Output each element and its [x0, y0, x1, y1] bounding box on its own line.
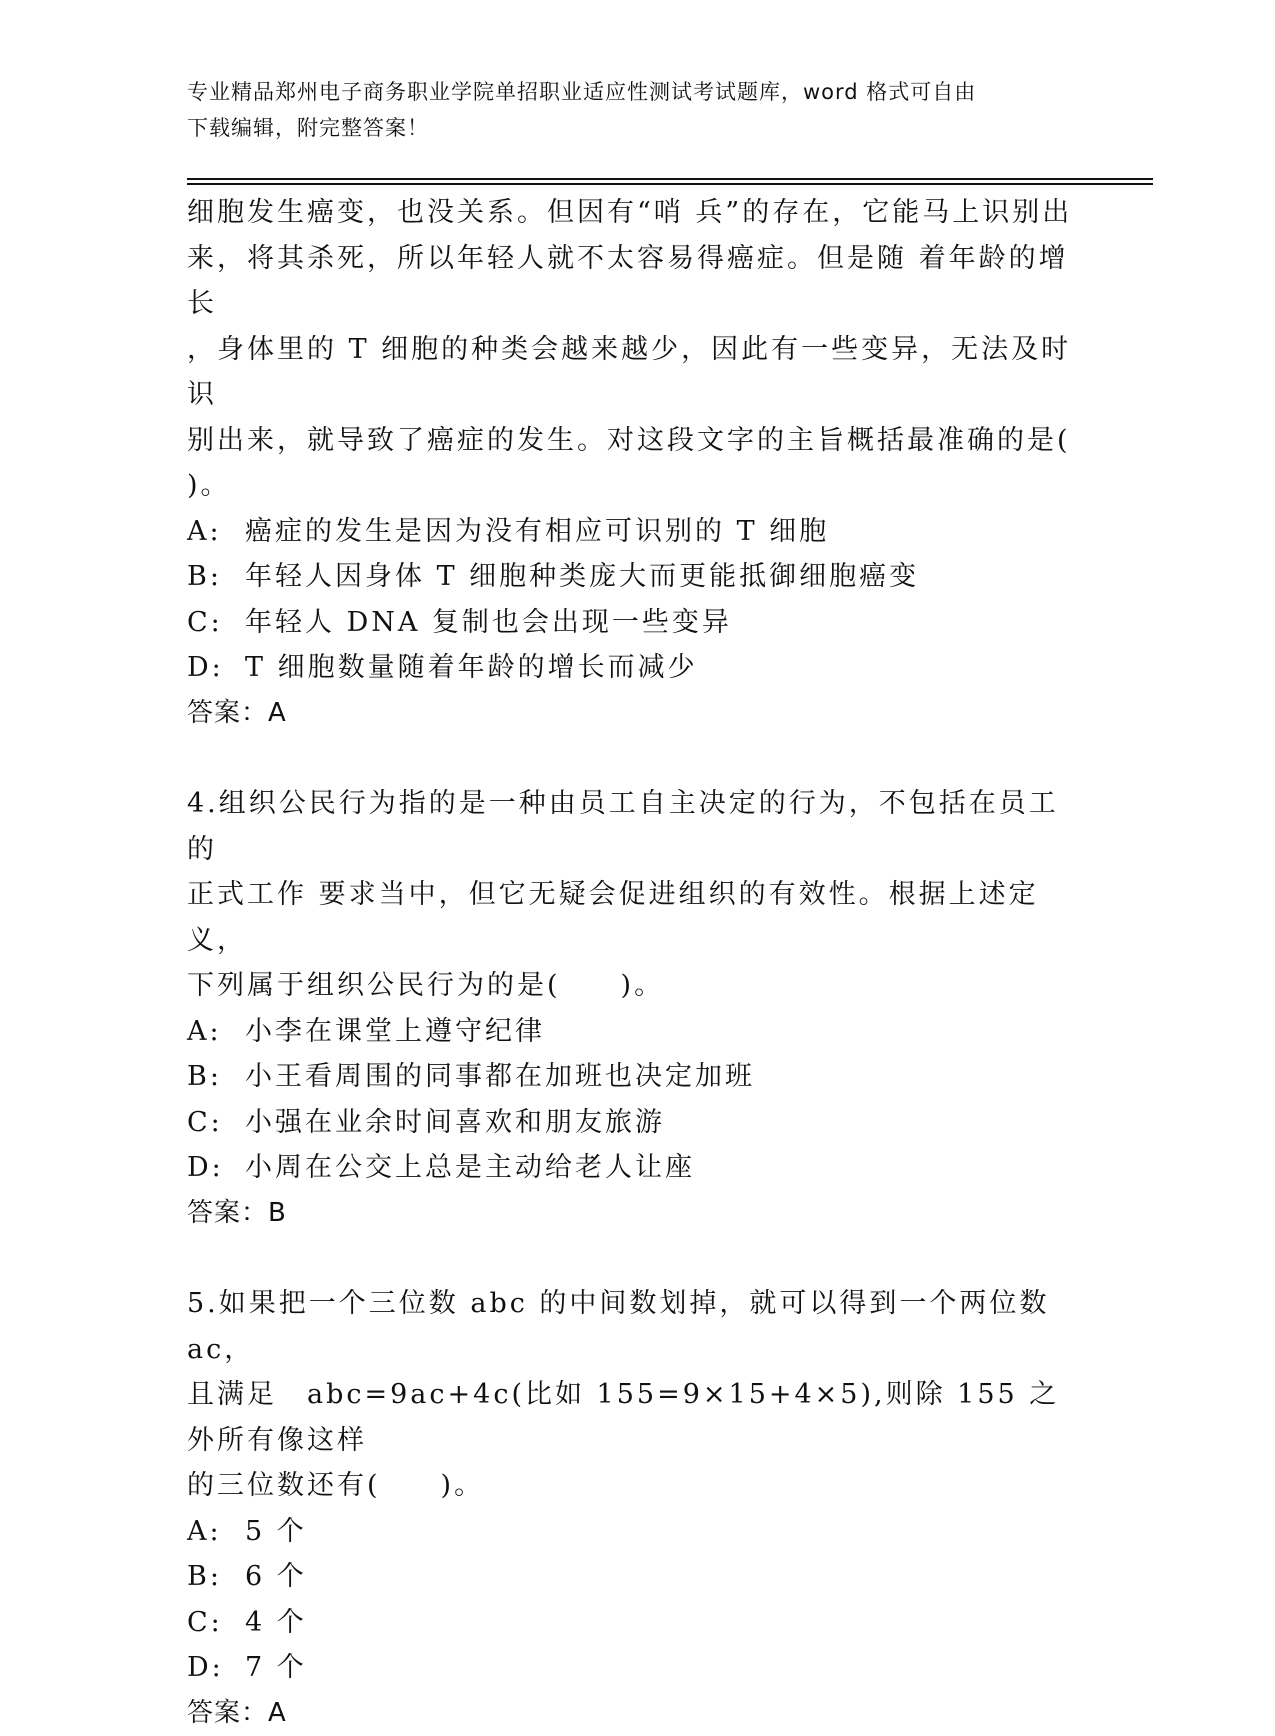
option-key: B: [187, 1554, 245, 1600]
option-c [187, 1100, 1087, 1146]
option-b [187, 1054, 1087, 1100]
option-text: 小强在业余时间喜欢和朋友旅游 [245, 1107, 665, 1138]
header-line-1: 专业精品郑州电子商务职业学院单招职业适应性测试考试题库，word 格式可自由 [187, 74, 1067, 110]
question-stem-line: 5.如果把一个三位数 abc 的中间数划掉，就可以得到一个两位数 ac， [187, 1281, 1087, 1372]
option-key: C: [187, 1100, 245, 1146]
option-key: A: [187, 509, 245, 555]
answer-line: 答案：B [187, 1191, 1087, 1237]
question-4 [187, 781, 1087, 1236]
question-stem-line: 的三位数还有( )。 [187, 1463, 1087, 1509]
option-text: 年轻人 DNA 复制也会出现一些变异 [245, 607, 732, 638]
spacer [187, 736, 1087, 781]
option-key: B: [187, 554, 245, 600]
option-text: 6 个 [245, 1561, 307, 1592]
option-key: D: [187, 1645, 245, 1691]
header-line-2: 下载编辑，附完整答案！ [187, 110, 1067, 146]
option-d [187, 645, 1087, 691]
option-text: 癌症的发生是因为没有相应可识别的 T 细胞 [245, 516, 829, 547]
option-c [187, 600, 1087, 646]
option-a [187, 1009, 1087, 1055]
question-stem-line: 且满足 abc=9ac+4c(比如 155=9×15+4×5),则除 155 之外所有像这样 [187, 1372, 1087, 1463]
option-c [187, 1600, 1087, 1646]
question-5 [187, 1281, 1087, 1736]
option-key: A: [187, 1509, 245, 1555]
question-stem-line: 下列属于组织公民行为的是( )。 [187, 963, 1087, 1009]
option-text: 小周在公交上总是主动给老人让座 [245, 1152, 695, 1183]
question-stem-line: 来，将其杀死，所以年轻人就不太容易得癌症。但是随 着年龄的增长 [187, 236, 1087, 327]
question-stem-line: 正式工作 要求当中，但它无疑会促进组织的有效性。根据上述定义， [187, 872, 1087, 963]
option-key: D: [187, 1145, 245, 1191]
option-text: 小李在课堂上遵守纪律 [245, 1016, 545, 1047]
option-b [187, 1554, 1087, 1600]
option-key: C: [187, 1600, 245, 1646]
option-text: 5 个 [245, 1516, 307, 1547]
question-stem-line: )。 [187, 463, 1087, 509]
document-body [187, 190, 1087, 1736]
question-stem-line: 别出来，就导致了癌症的发生。对这段文字的主旨概括最准确的是( [187, 418, 1087, 464]
option-text: 7 个 [245, 1652, 307, 1683]
question-stem-line: ，身体里的 T 细胞的种类会越来越少，因此有一些变异，无法及时识 [187, 327, 1087, 418]
option-d [187, 1145, 1087, 1191]
spacer [187, 1236, 1087, 1281]
option-text: T 细胞数量随着年龄的增长而减少 [245, 652, 698, 683]
header-rule-top [187, 178, 1153, 180]
answer-line: 答案：A [187, 1691, 1087, 1736]
question-3 [187, 190, 1087, 736]
answer-line: 答案：A [187, 691, 1087, 737]
option-key: B: [187, 1054, 245, 1100]
option-text: 年轻人因身体 T 细胞种类庞大而更能抵御细胞癌变 [245, 561, 919, 592]
header-rule-bottom [187, 183, 1153, 185]
option-key: D: [187, 645, 245, 691]
option-text: 小王看周围的同事都在加班也决定加班 [245, 1061, 755, 1092]
option-b [187, 554, 1087, 600]
document-header [187, 74, 1067, 146]
option-text: 4 个 [245, 1607, 307, 1638]
question-stem-line: 4.组织公民行为指的是一种由员工自主决定的行为，不包括在员工的 [187, 781, 1087, 872]
option-a [187, 1509, 1087, 1555]
option-key: C: [187, 600, 245, 646]
option-d [187, 1645, 1087, 1691]
option-a [187, 509, 1087, 555]
question-stem-line: 细胞发生癌变，也没关系。但因有“哨 兵”的存在，它能马上识别出 [187, 190, 1087, 236]
option-key: A: [187, 1009, 245, 1055]
